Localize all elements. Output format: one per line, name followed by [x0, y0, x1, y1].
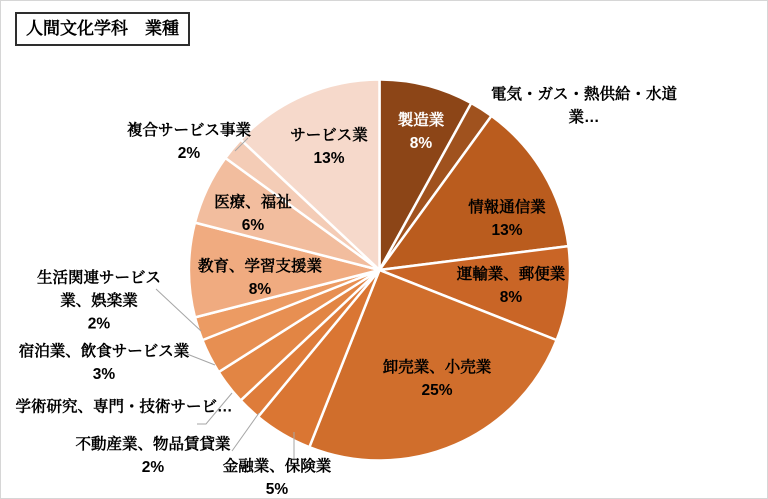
pie-svg [1, 1, 768, 499]
slice-label-4: 運輸業、郵便業 8% [456, 266, 566, 306]
chart-title: 人間文化学科 業種 [15, 12, 190, 46]
leader-line [232, 413, 259, 451]
slice-label-14: サービス業 13% [290, 127, 368, 167]
slice-label-9: 宿泊業、飲食サービス業 3% [18, 343, 190, 383]
slice-label-13: 複合サービス事業 2% [126, 122, 252, 162]
slice-label-3: 情報通信業 13% [468, 199, 546, 239]
leader-line [197, 393, 232, 424]
slice-label-8: 学術研究、専門・技術サービ… [15, 398, 233, 416]
slice-label-11: 教育、学習支援業 8% [197, 258, 323, 298]
slice-label-2: 電気・ガス・熱供給・水道 業… [490, 86, 678, 126]
slice-label-5: 卸売業、小売業 25% [382, 359, 492, 399]
slice-label-6: 金融業、保険業 5% [222, 458, 332, 498]
slice-label-7: 不動産業、物品賃貸業 2% [75, 436, 231, 476]
slice-label-10: 生活関連サービス 業、娯楽業 2% [36, 269, 162, 333]
slice-label-1: 製造業 8% [397, 112, 445, 152]
slice-label-12: 医療、福祉 6% [214, 194, 292, 234]
